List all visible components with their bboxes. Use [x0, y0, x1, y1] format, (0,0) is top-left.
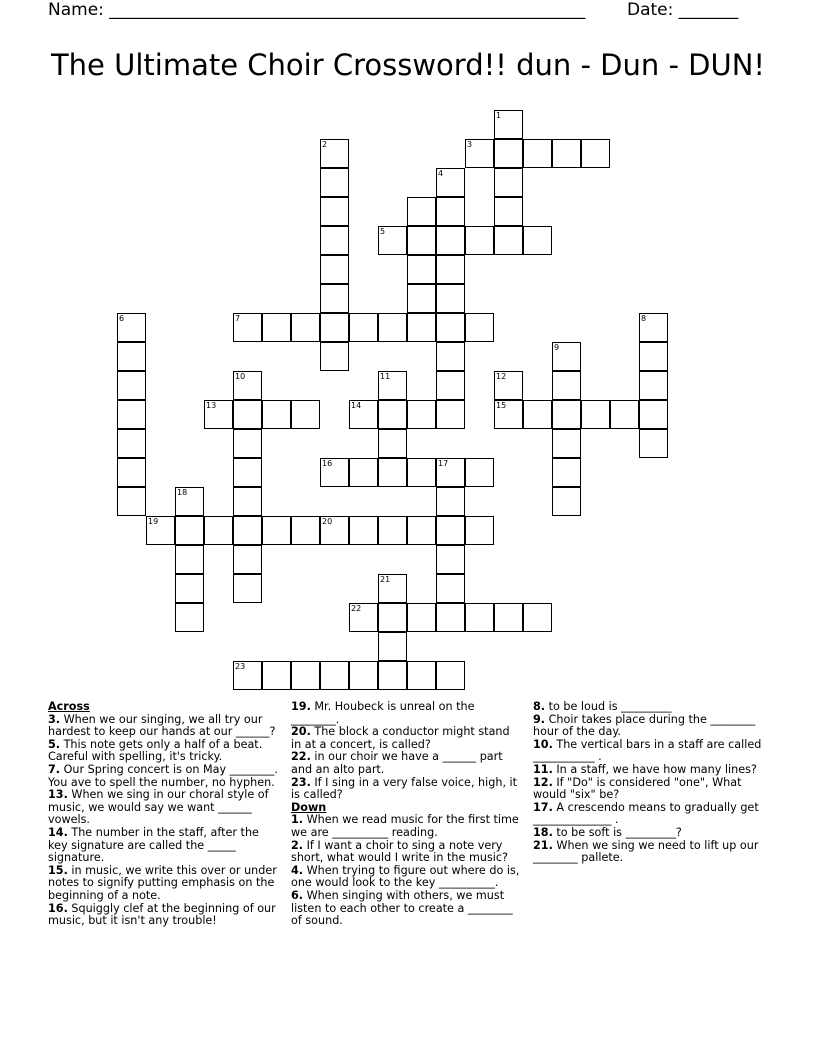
grid-cell[interactable]	[320, 313, 349, 342]
grid-cell[interactable]	[407, 458, 436, 487]
down-heading: Down	[291, 800, 327, 814]
grid-cell[interactable]	[465, 139, 494, 168]
grid-cell[interactable]	[117, 429, 146, 458]
grid-cell[interactable]	[436, 197, 465, 226]
grid-cell[interactable]	[233, 429, 262, 458]
grid-cell[interactable]	[320, 661, 349, 690]
clue-number: 21	[380, 575, 391, 584]
clue-down-18: 18. to be soft is _________?	[533, 825, 682, 839]
grid-cell[interactable]	[552, 429, 581, 458]
grid-cell[interactable]	[233, 545, 262, 574]
clue-number: 22	[351, 604, 362, 613]
date-field-label: Date: _______	[627, 0, 739, 20]
grid-cell[interactable]	[494, 400, 523, 429]
clue-across-5: 5. This note gets only a half of a beat. Careful with spelling, it's tricky.	[48, 737, 263, 764]
clue-down-9: 9. Choir takes place during the ________ hour of the day.	[533, 712, 756, 739]
grid-cell[interactable]	[233, 371, 262, 400]
clue-down-8: 8. to be loud is _________	[533, 700, 672, 713]
grid-cell[interactable]	[436, 284, 465, 313]
clue-number: 5	[380, 227, 386, 236]
grid-cell[interactable]	[378, 458, 407, 487]
grid-cell[interactable]	[552, 139, 581, 168]
grid-cell[interactable]	[233, 516, 262, 545]
grid-cell[interactable]	[494, 139, 523, 168]
clue-across-15: 15. in music, we write this over or under notes to signify putting emphasis on the beginning of a note.	[48, 863, 277, 902]
grid-cell[interactable]	[233, 458, 262, 487]
grid-cell[interactable]	[378, 400, 407, 429]
grid-cell[interactable]	[552, 400, 581, 429]
clue-number: 1	[496, 111, 502, 120]
clue-number: 15	[496, 401, 507, 410]
grid-cell[interactable]	[465, 226, 494, 255]
grid-cell[interactable]	[494, 226, 523, 255]
grid-cell[interactable]	[407, 661, 436, 690]
clue-down-2: 2. If I want a choir to sing a note very short, what would I write in the music?	[291, 838, 508, 865]
clue-number: 23	[235, 662, 246, 671]
grid-cell[interactable]	[233, 574, 262, 603]
grid-cell[interactable]	[320, 342, 349, 371]
grid-cell[interactable]	[523, 139, 552, 168]
grid-cell[interactable]	[407, 226, 436, 255]
grid-cell[interactable]	[494, 110, 523, 139]
grid-cell[interactable]	[436, 458, 465, 487]
grid-cell[interactable]	[291, 313, 320, 342]
grid-cell[interactable]	[639, 400, 668, 429]
grid-cell[interactable]	[117, 458, 146, 487]
grid-cell[interactable]	[494, 197, 523, 226]
clue-down-17: 17. A crescendo means to gradually get ______________ .	[533, 800, 759, 827]
grid-cell[interactable]	[262, 400, 291, 429]
grid-cell[interactable]	[175, 603, 204, 632]
grid-cell[interactable]	[407, 516, 436, 545]
grid-cell[interactable]	[175, 487, 204, 516]
page-title: The Ultimate Choir Crossword!! dun - Dun - DUN!	[50, 48, 766, 82]
grid-cell[interactable]	[639, 313, 668, 342]
grid-cell[interactable]	[175, 545, 204, 574]
grid-cell[interactable]	[494, 603, 523, 632]
clue-across-3: 3. When we our singing, we all try our hardest to keep our hands at our ______?	[48, 712, 276, 739]
grid-cell[interactable]	[117, 400, 146, 429]
clue-number: 9	[554, 343, 560, 352]
grid-cell[interactable]	[436, 487, 465, 516]
grid-cell[interactable]	[262, 313, 291, 342]
grid-cell[interactable]	[378, 632, 407, 661]
grid-cell[interactable]	[262, 661, 291, 690]
clue-column-2	[291, 701, 521, 928]
clue-number: 12	[496, 372, 507, 381]
grid-cell[interactable]	[349, 661, 378, 690]
grid-cell[interactable]	[465, 603, 494, 632]
grid-cell[interactable]	[407, 197, 436, 226]
clue-across-13: 13. When we sing in our choral style of music, we would say we want ______ vowels.	[48, 788, 269, 827]
grid-cell[interactable]	[610, 400, 639, 429]
grid-cell[interactable]	[349, 603, 378, 632]
grid-cell[interactable]	[639, 342, 668, 371]
clue-across-20: 20. The block a conductor might stand in at a concert, is called?	[291, 725, 510, 751]
clue-down-6: 6. When singing with others, we must listen to each other to create a ________ of sound.	[291, 888, 513, 928]
clue-number: 11	[380, 372, 391, 381]
grid-cell[interactable]	[320, 168, 349, 197]
grid-cell[interactable]	[378, 661, 407, 690]
clue-number: 20	[322, 517, 333, 526]
grid-cell[interactable]	[436, 313, 465, 342]
grid-cell[interactable]	[523, 400, 552, 429]
grid-cell[interactable]	[349, 516, 378, 545]
grid-cell[interactable]	[407, 255, 436, 284]
grid-cell[interactable]	[175, 574, 204, 603]
clue-down-21: 21. When we sing we need to lift up our ________ pallete.	[533, 838, 759, 865]
across-heading: Across	[48, 700, 90, 713]
grid-cell[interactable]	[407, 284, 436, 313]
clue-down-11: 11. In a staff, we have how many lines?	[533, 762, 757, 776]
grid-cell[interactable]	[436, 603, 465, 632]
grid-cell[interactable]	[378, 603, 407, 632]
grid-cell[interactable]	[175, 516, 204, 545]
grid-cell[interactable]	[552, 342, 581, 371]
grid-cell[interactable]	[262, 516, 291, 545]
clue-number: 18	[177, 488, 188, 497]
grid-cell[interactable]	[407, 313, 436, 342]
grid-cell[interactable]	[436, 255, 465, 284]
grid-cell[interactable]	[523, 603, 552, 632]
grid-cell[interactable]	[436, 516, 465, 545]
grid-cell[interactable]	[436, 400, 465, 429]
name-field-label: Name: ________________________________________________________	[48, 0, 586, 20]
clue-number: 17	[438, 459, 449, 468]
grid-cell[interactable]	[117, 313, 146, 342]
grid-cell[interactable]	[378, 516, 407, 545]
grid-cell[interactable]	[407, 400, 436, 429]
clue-down-1: 1. When we read music for the first time we are __________ reading.	[291, 813, 519, 839]
grid-cell[interactable]	[320, 197, 349, 226]
clue-number: 16	[322, 459, 333, 468]
grid-cell[interactable]	[146, 516, 175, 545]
clue-number: 8	[641, 314, 647, 323]
grid-cell[interactable]	[233, 487, 262, 516]
grid-cell[interactable]	[436, 371, 465, 400]
clue-across-16: 16. Squiggly clef at the beginning of our music, but it isn't any trouble!	[48, 901, 276, 928]
clue-across-19: 19. Mr. Houbeck is unreal on the ________.	[291, 700, 475, 726]
grid-cell[interactable]	[436, 574, 465, 603]
grid-cell[interactable]	[494, 168, 523, 197]
grid-cell[interactable]	[320, 139, 349, 168]
clue-number: 7	[235, 314, 241, 323]
grid-cell[interactable]	[320, 458, 349, 487]
grid-cell[interactable]	[436, 342, 465, 371]
grid-cell[interactable]	[233, 313, 262, 342]
grid-cell[interactable]	[378, 574, 407, 603]
clue-number: 19	[148, 517, 159, 526]
clue-down-4: 4. When trying to figure out where do is, one would look to the key __________.	[291, 863, 520, 890]
grid-cell[interactable]	[117, 371, 146, 400]
grid-cell[interactable]	[436, 545, 465, 574]
grid-cell[interactable]	[320, 255, 349, 284]
clue-across-14: 14. The number in the staff, after the key signature are called the _____ signature.	[48, 825, 259, 865]
clue-down-10: 10. The vertical bars in a staff are called ___________ .	[533, 737, 762, 764]
grid-cell[interactable]	[436, 168, 465, 197]
grid-cell[interactable]	[465, 313, 494, 342]
grid-cell[interactable]	[233, 661, 262, 690]
clue-number: 2	[322, 140, 328, 149]
grid-cell[interactable]	[581, 139, 610, 168]
grid-cell[interactable]	[378, 371, 407, 400]
grid-cell[interactable]	[291, 400, 320, 429]
grid-cell[interactable]	[291, 516, 320, 545]
grid-cell[interactable]	[581, 400, 610, 429]
grid-cell[interactable]	[523, 226, 552, 255]
grid-cell[interactable]	[291, 661, 320, 690]
grid-cell[interactable]	[117, 342, 146, 371]
clue-column-1	[48, 701, 280, 928]
grid-cell[interactable]	[436, 226, 465, 255]
grid-cell[interactable]	[233, 400, 262, 429]
grid-cell[interactable]	[320, 284, 349, 313]
grid-cell[interactable]	[320, 516, 349, 545]
grid-cell[interactable]	[552, 487, 581, 516]
grid-cell[interactable]	[378, 429, 407, 458]
grid-cell[interactable]	[320, 226, 349, 255]
grid-cell[interactable]	[349, 458, 378, 487]
clue-down-12: 12. If "Do" is considered "one", What would "six" be?	[533, 775, 742, 802]
grid-cell[interactable]	[639, 429, 668, 458]
clue-number: 13	[206, 401, 217, 410]
grid-cell[interactable]	[204, 516, 233, 545]
clue-number: 4	[438, 169, 444, 178]
grid-cell[interactable]	[436, 661, 465, 690]
clue-column-3	[533, 701, 768, 865]
grid-cell[interactable]	[349, 313, 378, 342]
clue-across-22: 22. in our choir we have a ______ part and an alto part.	[291, 750, 503, 776]
clue-number: 3	[467, 140, 473, 149]
grid-cell[interactable]	[349, 400, 378, 429]
grid-cell[interactable]	[407, 603, 436, 632]
grid-cell[interactable]	[378, 313, 407, 342]
clue-number: 6	[119, 314, 125, 323]
clue-across-7: 7. Our Spring concert is on May ________. You ave to spell the number, no hyphen.	[48, 762, 278, 789]
grid-cell[interactable]	[204, 400, 233, 429]
grid-cell[interactable]	[552, 371, 581, 400]
grid-cell[interactable]	[378, 226, 407, 255]
grid-cell[interactable]	[494, 371, 523, 400]
grid-cell[interactable]	[465, 458, 494, 487]
clue-number: 14	[351, 401, 362, 410]
grid-cell[interactable]	[117, 487, 146, 516]
clue-number: 10	[235, 372, 246, 381]
grid-cell[interactable]	[639, 371, 668, 400]
clue-across-23: 23. If I sing in a very false voice, high, it is called?	[291, 775, 518, 802]
grid-cell[interactable]	[552, 458, 581, 487]
grid-cell[interactable]	[465, 516, 494, 545]
